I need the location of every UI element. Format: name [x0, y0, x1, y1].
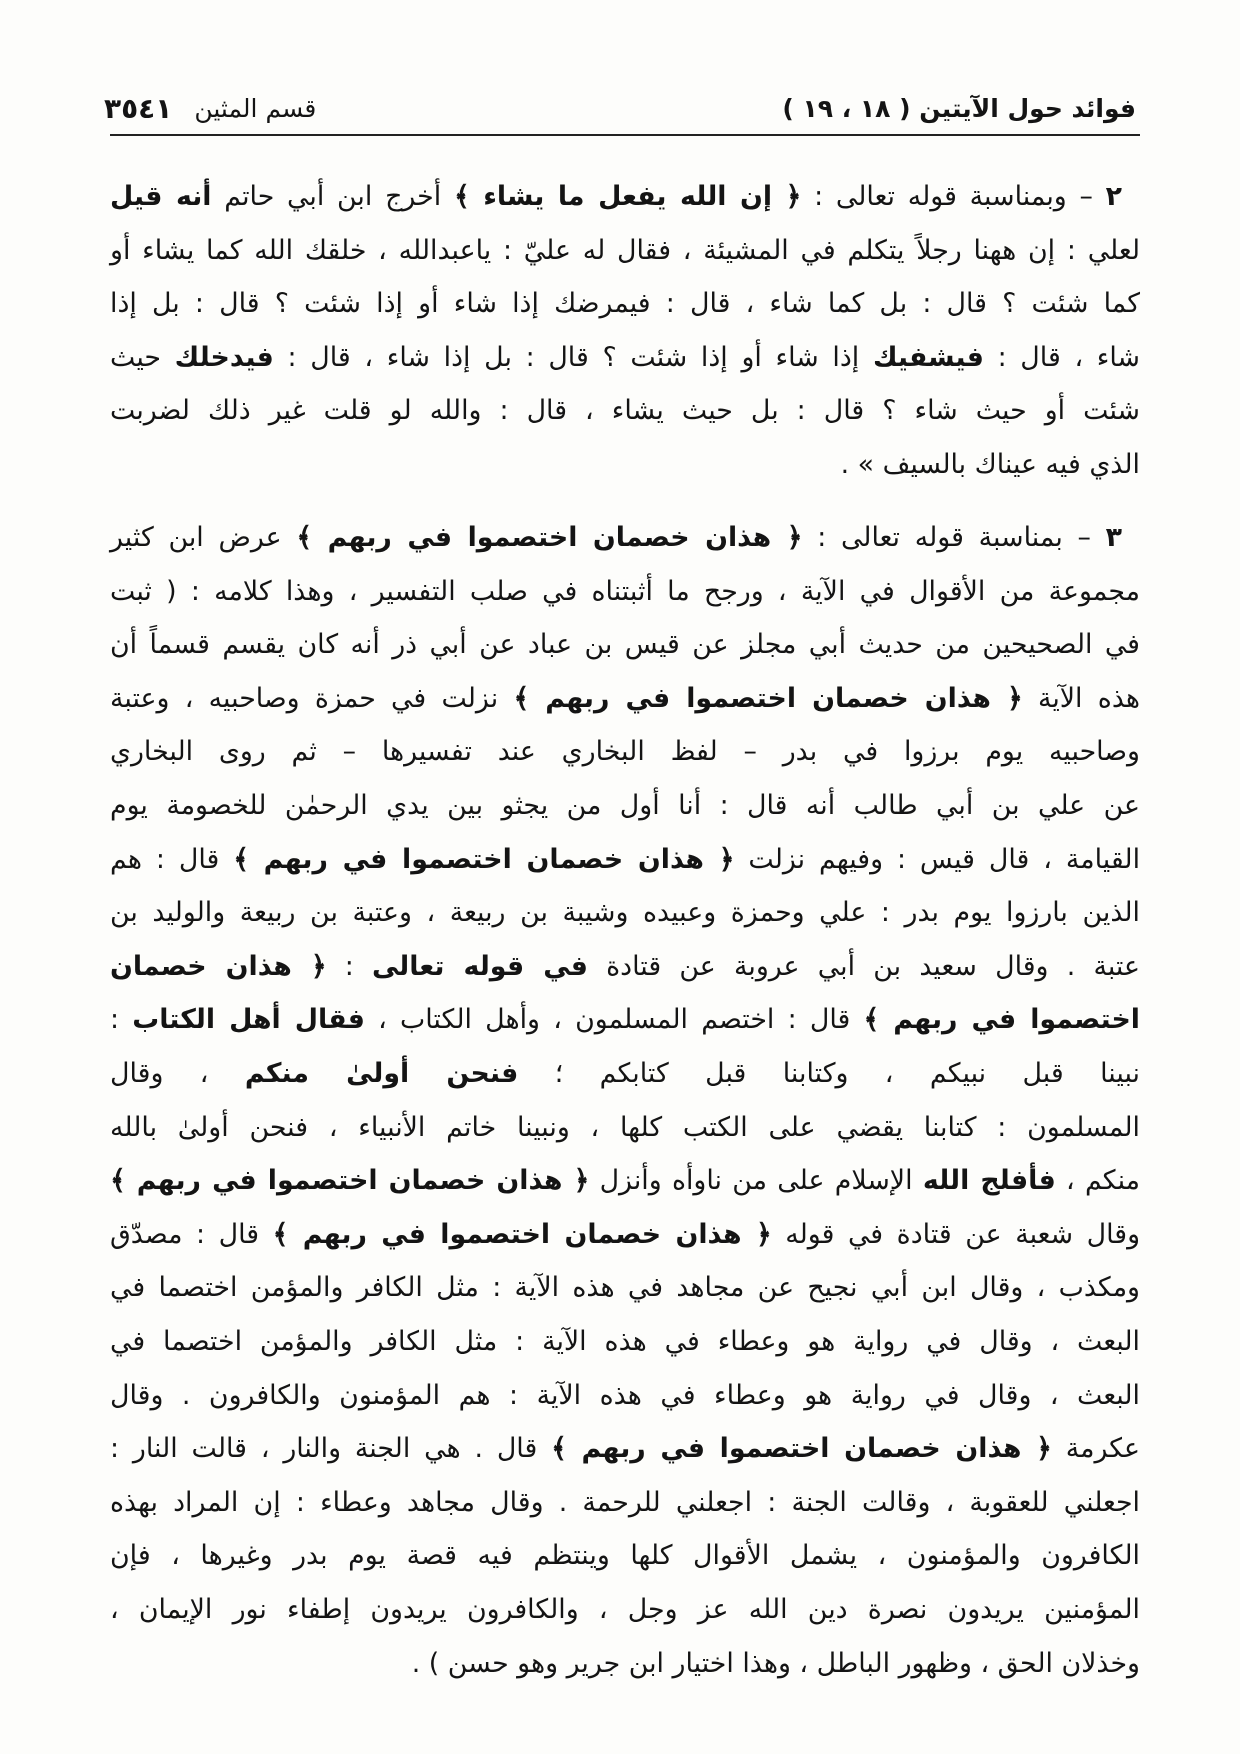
quran-quote: ﴿ إن الله يفعل ما يشاء ﴾	[453, 181, 802, 212]
text-run: نبينا قبل نبيكم ، وكتابنا قبل كتابكم ؛	[518, 1058, 1140, 1089]
text-line	[110, 1261, 1140, 1315]
quran-quote: ﴿ هذان خصمان اختصموا في ربهم ﴾	[296, 522, 803, 554]
text-run: قال : مصدّق	[110, 1218, 273, 1250]
text-run: مجموعة من الأقوال في الآية ، ورجح ما أثبتناه في صلب التفسير ، وهذا كلامه : ( ثبت	[110, 575, 1140, 607]
quran-quote: ﴿ هذان خصمان	[110, 950, 327, 982]
text-run: قال . هي الجنة والنار ، قالت النار :	[110, 1433, 552, 1465]
text-run: – بمناسبة قوله تعالى :	[802, 522, 1106, 554]
quran-quote: ﴿ هذان خصمان اختصموا في ربهم ﴾	[272, 1218, 772, 1250]
text-run: القيامة ، قال قيس : وفيهم نزلت	[734, 843, 1141, 875]
text-run: وخذلان الحق ، وظهور الباطل ، وهذا اختيار ابن جرير وهو حسن ) .	[411, 1647, 1140, 1679]
text-run: هذه الآية	[1022, 682, 1141, 714]
text-run: الذي فيه عيناك بالسيف » .	[840, 448, 1140, 480]
text-line	[110, 1315, 1140, 1369]
quran-quote: اختصموا في ربهم ﴾	[863, 1004, 1140, 1036]
text-run: شئت أو حيث شاء ؟ قال : بل حيث يشاء ، قال : والله لو قلت غير ذلك لضربت	[110, 395, 1140, 427]
text-run: ، وقال	[110, 1058, 245, 1089]
quran-quote: ﴿ هذان خصمان اختصموا في ربهم ﴾	[551, 1433, 1052, 1465]
text-line	[110, 779, 1140, 833]
text-run: شاء ، قال :	[983, 341, 1141, 373]
text-line	[110, 1583, 1140, 1637]
quran-quote: ﴿ هذان خصمان اختصموا في ربهم ﴾	[110, 1165, 590, 1197]
item-number: ٢	[1105, 181, 1123, 212]
text-line	[110, 940, 1140, 994]
text-run: المؤمنين يريدون نصرة دين الله عز وجل ، والكافرون يريدون إطفاء نور الإيمان ،	[110, 1593, 1140, 1625]
text-line	[110, 672, 1140, 726]
running-title: فوائد حول الآيتين ( ١٨ ، ١٩ )	[782, 93, 1136, 123]
text-line	[110, 331, 1140, 385]
text-run: ومكذب ، وقال ابن أبي نجيح عن مجاهد في هذه الآية : مثل الكافر والمؤمن اختصما في	[110, 1272, 1140, 1304]
item-number: ٣	[1105, 522, 1123, 554]
text-run: اجعلني للعقوبة ، وقالت الجنة : اجعلني للرحمة . وقال مجاهد وعطاء : إن المراد بهذه	[110, 1486, 1140, 1518]
text-run: المسلمون : كتابنا يقضي على الكتب كلها ، ونبينا خاتم الأنبياء ، فنحن أولىٰ بالله	[110, 1111, 1140, 1143]
text-line	[110, 618, 1140, 672]
text-run: البعث ، وقال في رواية هو وعطاء في هذه الآية : هم المؤمنون والكافرون . وقال	[110, 1379, 1140, 1411]
text-line	[110, 438, 1140, 492]
text-run: في الصحيحين من حديث أبي مجلز عن قيس بن عباد عن أبي ذر أنه كان يقسم قسماً أن	[110, 629, 1140, 661]
emphasized-text: فيشفيك	[872, 341, 984, 373]
text-run: إذا شاء أو إذا شئت ؟ قال : بل إذا شاء ، قال :	[273, 341, 873, 373]
text-run: الإسلام على من ناوأه وأنزل	[589, 1165, 923, 1197]
section-name: قسم المثين	[194, 93, 317, 123]
text-run: عكرمة	[1051, 1433, 1141, 1465]
paragraph	[110, 170, 1140, 492]
text-run: عتبة . وقال سعيد بن أبي عروبة عن قتادة	[587, 950, 1140, 982]
text-line	[110, 993, 1140, 1047]
text-line	[110, 1047, 1140, 1101]
emphasized-text: فأفلج الله	[922, 1165, 1056, 1197]
text-run: كما شئت ؟ قال : بل كما شاء ، قال : فيمرضك إذا شاء أو إذا شئت ؟ قال : بل إذا	[110, 288, 1140, 320]
text-line	[110, 1208, 1140, 1262]
quran-quote: ﴿ هذان خصمان اختصموا في ربهم ﴾	[233, 843, 735, 875]
quran-quote: ﴿ هذان خصمان اختصموا في ربهم ﴾	[513, 682, 1023, 714]
text-run: قال : هم	[110, 843, 234, 875]
emphasized-text: أنه قيل	[110, 181, 212, 212]
text-run: أخرج ابن أبي حاتم	[211, 181, 454, 212]
text-run: :	[326, 950, 373, 982]
text-run: – وبمناسبة قوله تعالى :	[801, 181, 1106, 212]
text-run: وقال شعبة عن قتادة في قوله	[771, 1218, 1141, 1250]
text-line	[110, 886, 1140, 940]
running-head	[104, 88, 1136, 128]
text-run: نزلت في حمزة وصاحبيه ، وعتبة	[110, 682, 514, 714]
text-run: عرض ابن كثير	[110, 522, 297, 554]
section-and-page	[104, 92, 316, 125]
text-line	[110, 833, 1140, 887]
text-line	[110, 1422, 1140, 1476]
text-line	[110, 224, 1140, 278]
body-text	[110, 170, 1140, 1710]
text-run: البعث ، وقال في رواية هو وعطاء في هذه الآية : مثل الكافر والمؤمن اختصما في	[110, 1325, 1140, 1357]
text-line	[110, 1529, 1140, 1583]
text-run: حيث	[110, 341, 175, 373]
text-line	[110, 1476, 1140, 1530]
text-run: الذين بارزوا يوم بدر : علي وحمزة وعبيده وشيبة بن ربيعة ، وعتبة بن ربيعة والوليد بن	[110, 897, 1140, 929]
text-run: لعلي : إن ههنا رجلاً يتكلم في المشيئة ، فقال له عليّ : ياعبدالله ، خلقك الله كما يشاء أو	[110, 234, 1140, 266]
text-line	[110, 1154, 1140, 1208]
text-line	[110, 384, 1140, 438]
text-line	[110, 1101, 1140, 1155]
text-line	[110, 1637, 1140, 1691]
text-run: الكافرون والمؤمنون ، يشمل الأقوال كلها وينتظم فيه قصة يوم بدر وغيرها ، فإن	[110, 1540, 1140, 1572]
text-line	[110, 565, 1140, 619]
paragraph	[110, 511, 1140, 1690]
header-rule	[110, 134, 1140, 136]
text-line	[110, 511, 1140, 565]
text-run: قال : اختصم المسلمون ، وأهل الكتاب ،	[364, 1004, 864, 1036]
text-line	[110, 1369, 1140, 1423]
emphasized-text: فقال أهل الكتاب	[132, 1004, 365, 1036]
text-line	[110, 277, 1140, 331]
emphasized-text: فيدخلك	[174, 341, 274, 373]
text-line	[110, 170, 1140, 224]
text-run: وصاحبيه يوم برزوا في بدر – لفظ البخاري عند تفسيرها – ثم روى البخاري	[110, 736, 1140, 768]
text-run: منكم ،	[1055, 1165, 1141, 1197]
emphasized-text: في قوله تعالى	[372, 950, 588, 982]
page-number: ٣٥٤١	[104, 91, 173, 125]
text-line	[110, 725, 1140, 779]
text-run: :	[110, 1004, 133, 1036]
text-run: عن علي بن أبي طالب أنه قال : أنا أول من يجثو بين يدي الرحمٰن للخصومة يوم	[110, 790, 1140, 822]
emphasized-text: فنحن أولىٰ منكم	[244, 1058, 519, 1089]
